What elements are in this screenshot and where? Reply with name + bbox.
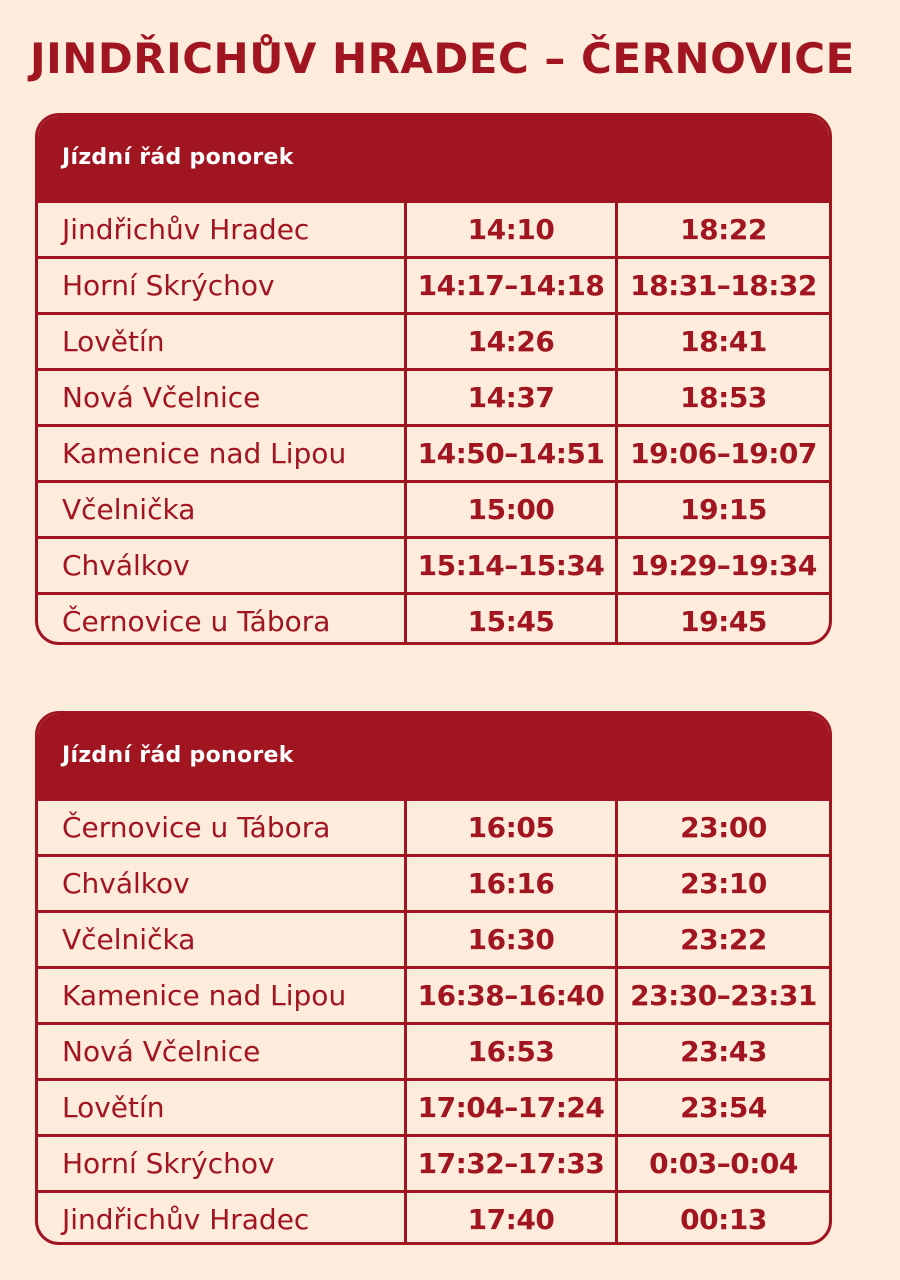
table-row: [38, 480, 829, 536]
departure-time-1: 16:30: [407, 913, 618, 966]
departure-time-2: 23:43: [680, 1035, 767, 1068]
table-row: [38, 536, 829, 592]
timetable-body: [38, 203, 829, 645]
timetable-return: [35, 711, 832, 1245]
table-row: [38, 854, 829, 910]
departure-time-2: 18:53: [680, 381, 767, 414]
departure-time-2: 18:41: [680, 325, 767, 358]
station-name: Lovětín: [38, 315, 407, 368]
station-name: Jindřichův Hradec: [38, 203, 407, 256]
departure-time-2: 0:03–0:04: [649, 1147, 798, 1180]
station-name: Chválkov: [38, 857, 407, 910]
station-name: Včelnička: [38, 913, 407, 966]
station-name: Horní Skrýchov: [38, 259, 407, 312]
departure-time-1: 14:37: [407, 371, 618, 424]
timetable-header-label: Jízdní řád ponorek: [62, 145, 294, 170]
station-name: Jindřichův Hradec: [38, 1193, 407, 1245]
departure-time-1: 17:32–17:33: [407, 1137, 618, 1190]
departure-time-2: 23:30–23:31: [630, 979, 817, 1012]
table-row: [38, 910, 829, 966]
departure-time-1: 15:45: [407, 595, 618, 645]
departure-time-2: 19:15: [680, 493, 767, 526]
station-name: Horní Skrýchov: [38, 1137, 407, 1190]
station-name: Chválkov: [38, 539, 407, 592]
departure-time-2: 19:45: [680, 605, 767, 638]
departure-time-1: 15:14–15:34: [407, 539, 618, 592]
departure-time-1: 14:50–14:51: [407, 427, 618, 480]
table-row: [38, 801, 829, 854]
departure-time-1: 16:38–16:40: [407, 969, 618, 1022]
table-row: [38, 966, 829, 1022]
timetable-header: [38, 116, 829, 203]
departure-time-2: 19:06–19:07: [630, 437, 817, 470]
table-row: [38, 312, 829, 368]
departure-time-2: 18:22: [680, 213, 767, 246]
timetable-header: [38, 714, 829, 801]
departure-time-2: 00:13: [680, 1203, 767, 1236]
departure-time-2: 19:29–19:34: [630, 549, 817, 582]
table-row: [38, 203, 829, 256]
departure-time-2: 23:00: [680, 811, 767, 844]
departure-time-1: 14:26: [407, 315, 618, 368]
departure-time-1: 14:10: [407, 203, 618, 256]
station-name: Černovice u Tábora: [38, 801, 407, 854]
departure-time-1: 16:05: [407, 801, 618, 854]
departure-time-2: 23:10: [680, 867, 767, 900]
page-title: JINDŘICHŮV HRADEC – ČERNOVICE: [30, 34, 855, 83]
departure-time-1: 16:16: [407, 857, 618, 910]
departure-time-2: 23:22: [680, 923, 767, 956]
departure-time-1: 15:00: [407, 483, 618, 536]
station-name: Černovice u Tábora: [38, 595, 407, 645]
departure-time-1: 17:04–17:24: [407, 1081, 618, 1134]
table-row: [38, 592, 829, 645]
table-row: [38, 1022, 829, 1078]
timetable-header-label: Jízdní řád ponorek: [62, 743, 294, 768]
departure-time-1: 14:17–14:18: [407, 259, 618, 312]
timetable-outbound: [35, 113, 832, 645]
departure-time-1: 17:40: [407, 1193, 618, 1245]
departure-time-1: 16:53: [407, 1025, 618, 1078]
station-name: Kamenice nad Lipou: [38, 427, 407, 480]
station-name: Lovětín: [38, 1081, 407, 1134]
station-name: Včelnička: [38, 483, 407, 536]
departure-time-2: 23:54: [680, 1091, 767, 1124]
timetable-body: [38, 801, 829, 1245]
station-name: Nová Včelnice: [38, 371, 407, 424]
table-row: [38, 1078, 829, 1134]
table-row: [38, 256, 829, 312]
table-row: [38, 1190, 829, 1245]
table-row: [38, 424, 829, 480]
station-name: Nová Včelnice: [38, 1025, 407, 1078]
table-row: [38, 368, 829, 424]
departure-time-2: 18:31–18:32: [630, 269, 817, 302]
station-name: Kamenice nad Lipou: [38, 969, 407, 1022]
table-row: [38, 1134, 829, 1190]
